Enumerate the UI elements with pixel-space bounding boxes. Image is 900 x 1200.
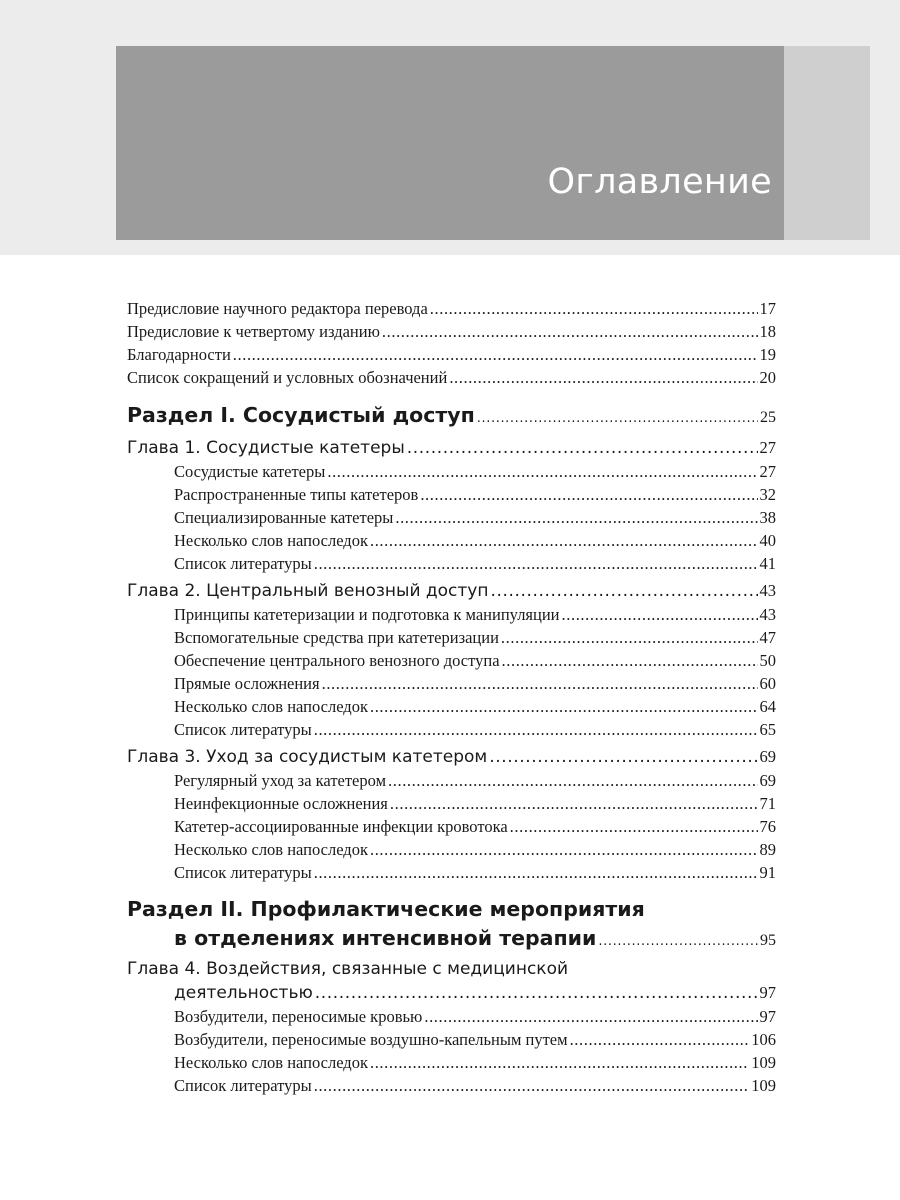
toc-item[interactable]: Несколько слов напоследок ..... 64 <box>127 695 776 718</box>
toc-item[interactable]: Список литературы ..... 91 <box>127 861 776 884</box>
toc-item[interactable]: Список литературы ..... 41 <box>127 552 776 575</box>
toc-chapter-1[interactable]: Глава 1. Сосудистые катетеры ..... 27 <box>127 436 776 460</box>
toc-item[interactable]: Распространенные типы катетеров ..... 32 <box>127 483 776 506</box>
toc-item[interactable]: Специализированные катетеры ..... 38 <box>127 506 776 529</box>
header-block <box>116 46 784 240</box>
header-side-tab <box>784 46 870 240</box>
page-title: Оглавление <box>547 162 772 202</box>
toc-entry-acknowledgements[interactable]: Благодарности ..... 19 <box>127 343 776 366</box>
toc-item[interactable]: Возбудители, переносимые кровью ..... 97 <box>127 1005 776 1028</box>
toc-section-2[interactable]: в отделениях интенсивной терапии ..... 95 <box>127 923 776 953</box>
toc-chapter-3[interactable]: Глава 3. Уход за сосудистым катетером ..... 69 <box>127 745 776 769</box>
toc-entry-foreword-fourth[interactable]: Предисловие к четвертому изданию ..... 18 <box>127 320 776 343</box>
toc-item[interactable]: Принципы катетеризации и подготовка к манипуляции ..... 43 <box>127 603 776 626</box>
toc-item[interactable]: Прямые осложнения ..... 60 <box>127 672 776 695</box>
toc-item[interactable]: Возбудители, переносимые воздушно-капельным путем ..... 106 <box>127 1028 776 1051</box>
toc-entry-foreword-editor[interactable]: Предисловие научного редактора перевода ..... 17 <box>127 297 776 320</box>
toc-item[interactable]: Обеспечение центрального венозного доступа ..... 50 <box>127 649 776 672</box>
table-of-contents <box>127 296 776 1097</box>
toc-section-1[interactable]: Раздел I. Сосудистый доступ ..... 25 <box>127 400 776 430</box>
toc-item[interactable]: Список литературы ..... 65 <box>127 718 776 741</box>
toc-item[interactable]: Регулярный уход за катетером ..... 69 <box>127 769 776 792</box>
toc-chapter-4-title[interactable]: Глава 4. Воздействия, связанные с медицинской <box>127 959 569 979</box>
toc-item[interactable]: Несколько слов напоследок ..... 89 <box>127 838 776 861</box>
toc-item[interactable]: Неинфекционные осложнения ..... 71 <box>127 792 776 815</box>
toc-item[interactable]: Несколько слов напоследок ..... 40 <box>127 529 776 552</box>
toc-item[interactable]: Несколько слов напоследок ..... 109 <box>127 1051 776 1074</box>
toc-section-2-title[interactable]: Раздел II. Профилактические мероприятия <box>127 897 645 921</box>
toc-entry-abbreviations[interactable]: Список сокращений и условных обозначений ..... 20 <box>127 366 776 389</box>
toc-item[interactable]: Список литературы ..... 109 <box>127 1074 776 1097</box>
toc-item[interactable]: Сосудистые катетеры ..... 27 <box>127 460 776 483</box>
toc-item[interactable]: Вспомогательные средства при катетеризации ..... 47 <box>127 626 776 649</box>
toc-chapter-4[interactable]: деятельностью ..... 97 <box>127 981 776 1005</box>
toc-item[interactable]: Катетер-ассоциированные инфекции кровотока ..... 76 <box>127 815 776 838</box>
toc-chapter-2[interactable]: Глава 2. Центральный венозный доступ ..... 43 <box>127 579 776 603</box>
